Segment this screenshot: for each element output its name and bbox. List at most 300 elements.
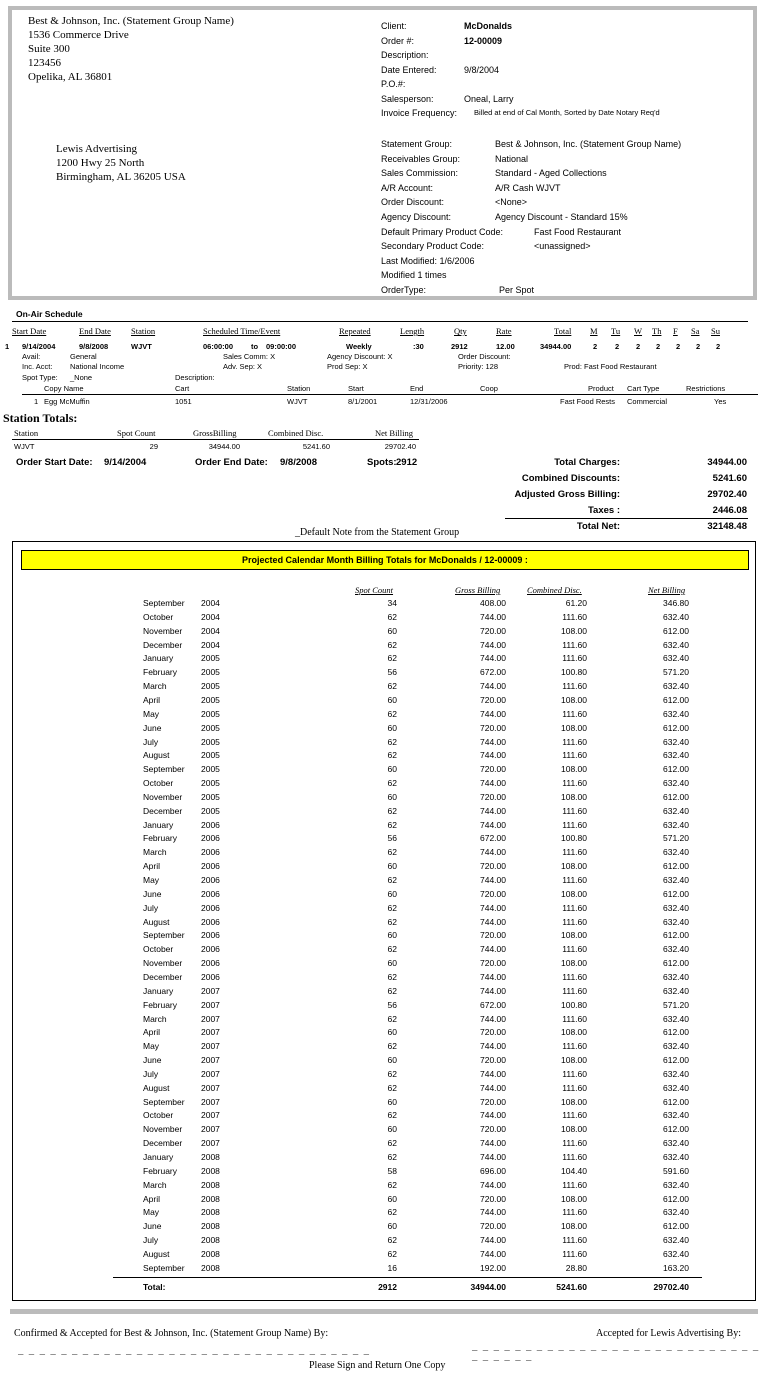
proj-combined: 108.00: [561, 861, 587, 872]
proj-gross: 744.00: [480, 1082, 506, 1093]
proj-month: July: [143, 736, 159, 747]
divider: [22, 394, 758, 395]
projection-row: [13, 750, 757, 764]
proj-gross: 744.00: [480, 1207, 506, 1218]
proj-gross: 720.00: [480, 1221, 506, 1232]
proj-year: 2005: [201, 805, 220, 816]
salesperson-value: Oneal, Larry: [464, 93, 514, 104]
proj-month: January: [143, 819, 174, 830]
proj-net: 571.20: [663, 667, 689, 678]
proj-combined: 108.00: [561, 1096, 587, 1107]
proj-month: February: [143, 667, 178, 678]
proj-year: 2006: [201, 958, 220, 969]
line-time-to: 09:00:00: [266, 342, 297, 351]
projection-row: [13, 653, 757, 667]
order-info-row: [381, 77, 751, 92]
header-sa: Sa: [691, 326, 700, 336]
recipient-line: Lewis Advertising: [56, 143, 137, 155]
projection-row: [13, 1027, 757, 1041]
left-signature-line: _ _ _ _ _ _ _ _ _ _ _ _ _ _ _ _ _ _ _ _ _ _ _ _ _ _ _ _ _ _ _ _ _: [18, 1347, 370, 1357]
account-info-label: A/R Account:: [381, 182, 434, 193]
copy-header-end: End: [410, 384, 424, 393]
projection-row: [13, 917, 757, 931]
projection-row: [13, 972, 757, 986]
projection-row: [13, 723, 757, 737]
proj-gross: 744.00: [480, 736, 506, 747]
proj-gross: 744.00: [480, 985, 506, 996]
proj-gross: 672.00: [480, 999, 506, 1010]
proj-month: April: [143, 694, 161, 705]
proj-spot-count: 60: [387, 1221, 397, 1232]
projection-row: [13, 1235, 757, 1249]
proj-net: 346.80: [663, 598, 689, 608]
proj-spot-count: 62: [387, 1013, 397, 1024]
proj-combined: 108.00: [561, 958, 587, 969]
proj-combined: 100.80: [561, 999, 587, 1010]
proj-gross: 744.00: [480, 1248, 506, 1259]
proj-gross: 720.00: [480, 1124, 506, 1135]
proj-net: 612.00: [663, 930, 689, 941]
proj-gross: 744.00: [480, 639, 506, 650]
proj-net: 632.40: [663, 1013, 689, 1024]
proj-month: January: [143, 985, 174, 996]
invoice-frequency-value: Billed at end of Cal Month, Sorted by Date Notary Req'd: [474, 108, 660, 117]
proj-net: 612.00: [663, 1193, 689, 1204]
proj-gross: 720.00: [480, 958, 506, 969]
proj-combined: 111.60: [562, 875, 587, 885]
proj-combined: 111.60: [562, 1082, 587, 1093]
st-header-station: Station: [14, 428, 39, 438]
order-end-value: 9/8/2008: [280, 457, 317, 468]
proj-gross: 744.00: [480, 1013, 506, 1024]
proj-spot-count: 62: [387, 916, 397, 927]
proj-year: 2006: [201, 916, 220, 927]
order-start-value: 9/14/2004: [104, 457, 147, 468]
proj-spot-count: 62: [387, 1179, 397, 1190]
projection-row: [13, 1124, 757, 1138]
proj-net: 612.00: [663, 722, 689, 733]
sender-line: Opelika, AL 36801: [28, 71, 113, 83]
statement-group-value: Best & Johnson, Inc. (Statement Group Name): [495, 139, 682, 149]
proj-net: 571.20: [663, 999, 689, 1010]
receivables-group-value: National: [495, 153, 529, 164]
proj-year: 2005: [201, 722, 220, 733]
copy-header-start: Start: [348, 384, 364, 393]
header-w: W: [634, 326, 643, 336]
order-info-label: Client:: [381, 21, 407, 31]
account-info-row: [381, 152, 751, 167]
proj-net: 612.00: [663, 1055, 689, 1066]
proj-net: 632.40: [663, 736, 689, 747]
proj-combined: 111.60: [562, 1207, 587, 1218]
proj-spot-count: 62: [387, 875, 397, 885]
projection-row: [13, 681, 757, 695]
account-info-row: [381, 225, 751, 240]
proj-year: 2008: [201, 1207, 220, 1218]
order-end-label: Order End Date:: [195, 457, 268, 468]
divider: [12, 321, 748, 322]
st-station: WJVT: [14, 442, 35, 451]
header-length: Length: [400, 326, 425, 336]
projection-row: [13, 930, 757, 944]
projection-row: [13, 1180, 757, 1194]
proj-gross: 720.00: [480, 1096, 506, 1107]
spots-value: 2912: [396, 457, 418, 468]
proj-month: December: [143, 1138, 183, 1149]
proj-month: March: [143, 681, 167, 692]
header-su: Su: [711, 326, 720, 336]
proj-month: August: [143, 750, 170, 761]
proj-gross: 720.00: [480, 861, 506, 872]
copy-product: Fast Food Rests: [560, 397, 616, 406]
proj-combined: 111.60: [562, 1235, 587, 1246]
proj-month: May: [143, 708, 160, 719]
combined-discounts-value: 5241.60: [712, 473, 747, 484]
proj-year: 2007: [201, 1110, 220, 1121]
line-f: 2: [676, 342, 681, 351]
total-charges-value: 34944.00: [707, 457, 747, 468]
proj-year: 2005: [201, 778, 220, 789]
priority: Priority: 128: [458, 362, 499, 371]
proj-gross: 744.00: [480, 944, 506, 955]
header-qty: Qty: [454, 326, 467, 336]
projection-row: [13, 1014, 757, 1028]
header-end-date: End Date: [79, 326, 111, 336]
proj-combined: 108.00: [561, 1124, 587, 1135]
proj-gross: 744.00: [480, 902, 506, 913]
recipient-line: Birmingham, AL 36205 USA: [56, 171, 186, 183]
proj-year: 2007: [201, 1041, 220, 1052]
proj-combined: 111.60: [562, 1152, 587, 1162]
projection-row: [13, 958, 757, 972]
total-net-value: 32148.48: [707, 521, 747, 532]
proj-net: 163.20: [663, 1262, 689, 1273]
st-header-combined: Combined Disc.: [268, 428, 324, 438]
proj-year: 2006: [201, 971, 220, 982]
order-info-row: [381, 92, 751, 107]
proj-net: 632.40: [663, 1207, 689, 1218]
proj-spot-count: 62: [387, 1110, 397, 1121]
proj-net: 632.40: [663, 847, 689, 858]
proj-spot-count: 56: [387, 833, 397, 844]
proj-spot-count: 60: [387, 861, 397, 872]
proj-net: 612.00: [663, 958, 689, 969]
account-info-row: [381, 166, 751, 181]
order-info-row: [381, 106, 751, 121]
projection-row: [13, 792, 757, 806]
proj-month: January: [143, 653, 174, 664]
proj-gross: 744.00: [480, 847, 506, 858]
proj-year: 2006: [201, 875, 220, 885]
order-info-row: [381, 48, 751, 63]
account-info-row: [381, 239, 751, 254]
proj-net: 632.40: [663, 750, 689, 761]
proj-spot-count: 62: [387, 971, 397, 982]
proj-net: 632.40: [663, 805, 689, 816]
proj-gross: 672.00: [480, 667, 506, 678]
proj-spot-count: 60: [387, 625, 397, 636]
projection-row: [13, 695, 757, 709]
proj-total-gross: 34944.00: [470, 1282, 506, 1292]
proj-year: 2004: [201, 598, 220, 608]
proj-gross: 720.00: [480, 930, 506, 941]
proj-combined: 111.60: [562, 971, 587, 982]
sender-address: [28, 14, 234, 84]
projection-row: [13, 1110, 757, 1124]
projection-row: [13, 640, 757, 654]
proj-gross: 720.00: [480, 791, 506, 802]
proj-net: 632.40: [663, 1068, 689, 1079]
proj-combined: 111.60: [562, 1013, 587, 1024]
proj-gross: 720.00: [480, 694, 506, 705]
proj-gross: 744.00: [480, 1110, 506, 1121]
proj-spot-count: 62: [387, 819, 397, 830]
proj-gross: 192.00: [480, 1262, 506, 1273]
proj-year: 2007: [201, 1124, 220, 1135]
proj-year: 2008: [201, 1179, 220, 1190]
line-time-from: 06:00:00: [203, 342, 234, 351]
proj-year: 2007: [201, 1068, 220, 1079]
proj-gross: 744.00: [480, 1041, 506, 1052]
inc-acct-label: Inc. Acct:: [22, 362, 53, 371]
proj-net: 612.00: [663, 1221, 689, 1232]
copy-header-restrictions: Restrictions: [686, 384, 726, 393]
proj-combined: 111.60: [562, 1138, 587, 1149]
line-m: 2: [593, 342, 598, 351]
order-info-label: Description:: [381, 50, 429, 60]
proj-gross: 720.00: [480, 722, 506, 733]
line-sa: 2: [696, 342, 701, 351]
proj-month: February: [143, 999, 178, 1010]
sender-line: 1536 Commerce Drive: [28, 29, 129, 41]
order-info-label: Order #:: [381, 35, 415, 46]
line-tu: 2: [615, 342, 620, 351]
right-signature-line: _ _ _ _ _ _ _ _ _ _ _ _ _ _ _ _ _ _ _ _ _ _ _ _ _ _ _ _ _ _ _ _ _: [472, 1343, 759, 1363]
proj-net: 632.40: [663, 1248, 689, 1259]
line-length: :30: [413, 342, 424, 351]
proj-net: 612.00: [663, 1124, 689, 1135]
proj-combined: 111.60: [562, 681, 587, 692]
proj-header-gross: Gross Billing: [455, 585, 501, 595]
proj-year: 2004: [201, 639, 220, 650]
projection-row: [13, 1055, 757, 1069]
projection-row: [13, 709, 757, 723]
account-info-row: [381, 181, 751, 196]
projection-row: [13, 833, 757, 847]
line-th: 2: [656, 342, 661, 351]
adv-sep: Adv. Sep: X: [223, 362, 263, 371]
proj-spot-count: 62: [387, 653, 397, 664]
proj-spot-count: 62: [387, 639, 397, 650]
proj-year: 2004: [201, 625, 220, 636]
projection-row: [13, 1249, 757, 1263]
proj-net: 632.40: [663, 681, 689, 692]
proj-month: September: [143, 930, 185, 941]
client-value: McDonalds: [464, 21, 513, 31]
recipient-address: [56, 142, 186, 184]
copy-header-product: Product: [588, 384, 614, 393]
projection-row: [13, 1138, 757, 1152]
account-info: [381, 137, 751, 298]
proj-spot-count: 62: [387, 805, 397, 816]
copy-header-cart-type: Cart Type: [627, 384, 660, 393]
order-info-row: [381, 63, 751, 78]
sender-line: Best & Johnson, Inc. (Statement Group Name): [28, 15, 234, 27]
proj-spot-count: 34: [387, 598, 397, 608]
proj-year: 2007: [201, 1138, 220, 1149]
proj-net: 632.40: [663, 819, 689, 830]
copy-restrictions: Yes: [714, 397, 727, 406]
spots-label: Spots:: [367, 457, 397, 468]
proj-gross: 672.00: [480, 833, 506, 844]
projection-row: [13, 667, 757, 681]
recipient-line: 1200 Hwy 25 North: [56, 157, 145, 169]
account-info-label: Default Primary Product Code:: [381, 226, 504, 237]
proj-net: 632.40: [663, 778, 689, 789]
proj-month: September: [143, 1096, 185, 1107]
proj-total-label: Total:: [143, 1282, 166, 1292]
proj-month: July: [143, 1235, 159, 1246]
header-time: Scheduled Time/Event: [203, 326, 281, 336]
proj-spot-count: 60: [387, 1027, 397, 1038]
proj-month: February: [143, 833, 178, 844]
account-info-label: Sales Commission:: [381, 168, 459, 179]
proj-combined: 111.60: [562, 708, 587, 719]
proj-year: 2005: [201, 736, 220, 747]
proj-gross: 744.00: [480, 653, 506, 664]
proj-year: 2007: [201, 1055, 220, 1066]
order-number-value: 12-00009: [464, 35, 503, 46]
proj-combined: 111.60: [562, 819, 587, 830]
modified-count: Modified 1 times: [381, 270, 447, 281]
proj-spot-count: 62: [387, 1068, 397, 1079]
proj-spot-count: 62: [387, 1248, 397, 1259]
projection-row: [13, 861, 757, 875]
copy-station: WJVT: [287, 397, 308, 406]
date-entered-value: 9/8/2004: [464, 64, 500, 75]
adjusted-gross-value: 29702.40: [707, 489, 747, 500]
st-header-net: Net Billing: [375, 428, 414, 438]
proj-year: 2005: [201, 694, 220, 705]
proj-month: December: [143, 971, 183, 982]
order-type-value: Per Spot: [499, 284, 535, 295]
proj-month: December: [143, 805, 183, 816]
copy-header-station: Station: [287, 384, 311, 393]
proj-spot-count: 62: [387, 1082, 397, 1093]
proj-month: June: [143, 1055, 162, 1066]
total-charges-label: Total Charges:: [554, 457, 620, 468]
proj-spot-count: 60: [387, 1055, 397, 1066]
proj-combined: 111.60: [562, 750, 587, 761]
proj-combined: 28.80: [565, 1262, 587, 1273]
proj-gross: 744.00: [480, 916, 506, 927]
proj-net: 632.40: [663, 611, 689, 622]
proj-year: 2005: [201, 681, 220, 692]
proj-month: October: [143, 1110, 174, 1121]
proj-year: 2008: [201, 1262, 220, 1273]
proj-combined: 111.60: [562, 902, 587, 913]
projection-row: [13, 1263, 757, 1277]
proj-spot-count: 60: [387, 1193, 397, 1204]
proj-year: 2008: [201, 1248, 220, 1259]
proj-net: 612.00: [663, 1027, 689, 1038]
proj-month: April: [143, 861, 161, 872]
proj-year: 2006: [201, 902, 220, 913]
proj-month: June: [143, 722, 162, 733]
projection-row: [13, 1207, 757, 1221]
spot-type-value: _None: [70, 373, 93, 382]
proj-year: 2007: [201, 985, 220, 996]
line-number: 1: [5, 342, 10, 351]
copy-start: 8/1/2001: [348, 397, 378, 406]
proj-spot-count: 58: [387, 1165, 397, 1176]
proj-month: May: [143, 875, 160, 885]
proj-month: December: [143, 639, 183, 650]
header-th: Th: [652, 326, 662, 336]
proj-gross: 696.00: [480, 1165, 506, 1176]
inc-acct-value: National Income: [70, 362, 125, 371]
adjusted-gross-label: Adjusted Gross Billing:: [514, 489, 620, 500]
right-signature-label: Accepted for Lewis Advertising By:: [596, 1328, 741, 1339]
proj-month: May: [143, 1041, 160, 1052]
proj-gross: 744.00: [480, 1179, 506, 1190]
copy-name: Egg McMuffin: [44, 397, 90, 406]
header-f: F: [673, 326, 678, 336]
proj-year: 2008: [201, 1152, 220, 1162]
proj-spot-count: 62: [387, 681, 397, 692]
proj-spot-count: 62: [387, 611, 397, 622]
proj-combined: 111.60: [562, 778, 587, 789]
proj-year: 2006: [201, 930, 220, 941]
proj-year: 2007: [201, 1096, 220, 1107]
proj-year: 2005: [201, 667, 220, 678]
copy-cart-type: Commercial: [627, 397, 668, 406]
projection-row: [13, 737, 757, 751]
projection-row: [13, 944, 757, 958]
proj-month: February: [143, 1165, 178, 1176]
proj-month: September: [143, 764, 185, 775]
avail-label: Avail:: [22, 352, 41, 361]
proj-gross: 408.00: [480, 598, 506, 608]
line-total: 34944.00: [540, 342, 572, 351]
account-info-label: Secondary Product Code:: [381, 241, 485, 252]
proj-year: 2007: [201, 1027, 220, 1038]
proj-year: 2006: [201, 819, 220, 830]
return-note: Please Sign and Return One Copy: [309, 1360, 446, 1371]
proj-net: 612.00: [663, 791, 689, 802]
proj-net: 632.40: [663, 1179, 689, 1190]
copy-end: 12/31/2006: [410, 397, 448, 406]
proj-year: 2006: [201, 944, 220, 955]
projection-row: [13, 778, 757, 792]
proj-gross: 720.00: [480, 888, 506, 899]
proj-month: July: [143, 902, 159, 913]
proj-gross: 744.00: [480, 1068, 506, 1079]
proj-month: March: [143, 1013, 167, 1024]
proj-year: 2007: [201, 1082, 220, 1093]
proj-year: 2008: [201, 1193, 220, 1204]
projection-row: [13, 986, 757, 1000]
agency-discount-flag: Agency Discount: X: [327, 352, 393, 361]
account-info-row: [381, 195, 751, 210]
proj-net: 612.00: [663, 888, 689, 899]
proj-combined: 111.60: [562, 944, 587, 955]
proj-month: November: [143, 1124, 183, 1135]
copy-header-coop: Coop: [480, 384, 498, 393]
proj-spot-count: 62: [387, 944, 397, 955]
proj-gross: 744.00: [480, 1138, 506, 1149]
projection-row: [13, 1069, 757, 1083]
